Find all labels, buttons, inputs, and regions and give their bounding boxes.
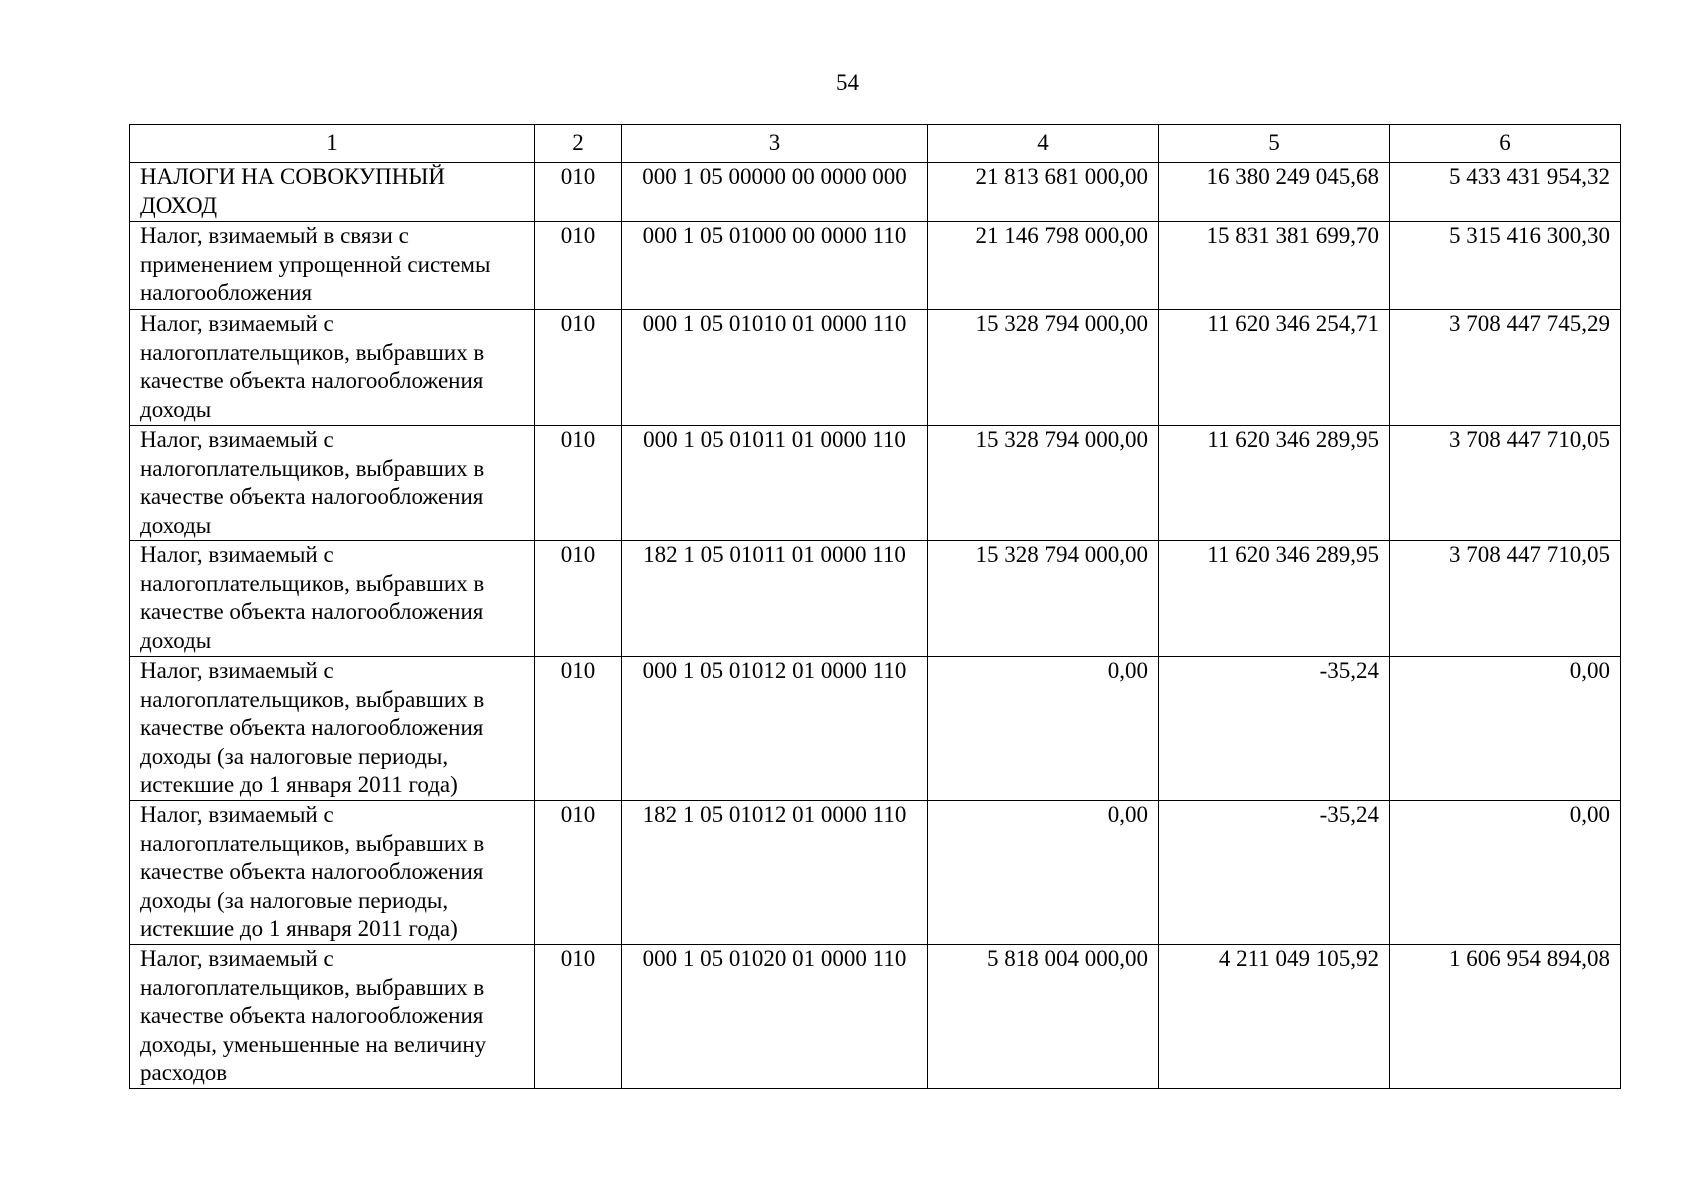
row-budget-code: 182 1 05 01011 01 0000 110 [622, 541, 928, 657]
table-row [130, 541, 1621, 657]
row-name: Налог, взимаемый с налогоплательщиков, выбравших в качестве объекта налогообложения доходы (за налоговые периоды, истекшие до 1 января 2011 года) [130, 801, 535, 945]
row-name: Налог, взимаемый с налогоплательщиков, выбравших в качестве объекта налогообложения доходы [130, 310, 535, 426]
row-name: Налог, взимаемый с налогоплательщиков, выбравших в качестве объекта налогообложения доходы (за налоговые периоды, истекшие до 1 января 2011 года) [130, 657, 535, 801]
table-row [130, 657, 1621, 801]
row-line-code: 010 [535, 163, 622, 222]
row-budget-code: 000 1 05 01020 01 0000 110 [622, 945, 928, 1089]
row-budget-code: 000 1 05 01000 00 0000 110 [622, 222, 928, 310]
row-line-code: 010 [535, 310, 622, 426]
revenue-table [129, 124, 1621, 1089]
row-col6-value: 3 708 447 710,05 [1390, 541, 1621, 657]
row-col4-value: 21 146 798 000,00 [928, 222, 1159, 310]
table-body [130, 163, 1621, 1089]
table-row [130, 945, 1621, 1089]
table-row [130, 310, 1621, 426]
row-col5-value: 11 620 346 289,95 [1159, 426, 1390, 541]
column-header: 1 [130, 125, 535, 163]
column-header: 4 [928, 125, 1159, 163]
row-col4-value: 15 328 794 000,00 [928, 426, 1159, 541]
row-name: Налог, взимаемый с налогоплательщиков, выбравших в качестве объекта налогообложения доходы, уменьшенные на величину расходов [130, 945, 535, 1089]
page-number: 54 [836, 70, 859, 95]
column-header: 5 [1159, 125, 1390, 163]
row-col5-value: -35,24 [1159, 657, 1390, 801]
row-budget-code: 000 1 05 01011 01 0000 110 [622, 426, 928, 541]
table-row [130, 163, 1621, 222]
row-col6-value: 5 433 431 954,32 [1390, 163, 1621, 222]
table-header [130, 125, 1621, 163]
row-col6-value: 5 315 416 300,30 [1390, 222, 1621, 310]
row-col4-value: 21 813 681 000,00 [928, 163, 1159, 222]
row-budget-code: 182 1 05 01012 01 0000 110 [622, 801, 928, 945]
row-line-code: 010 [535, 222, 622, 310]
row-col5-value: 16 380 249 045,68 [1159, 163, 1390, 222]
row-col4-value: 0,00 [928, 801, 1159, 945]
row-line-code: 010 [535, 426, 622, 541]
row-col5-value: 4 211 049 105,92 [1159, 945, 1390, 1089]
table-row [130, 426, 1621, 541]
table-row [130, 222, 1621, 310]
row-name: НАЛОГИ НА СОВОКУПНЫЙ ДОХОД [130, 163, 535, 222]
row-budget-code: 000 1 05 01010 01 0000 110 [622, 310, 928, 426]
row-budget-code: 000 1 05 01012 01 0000 110 [622, 657, 928, 801]
row-col5-value: 11 620 346 289,95 [1159, 541, 1390, 657]
row-col4-value: 15 328 794 000,00 [928, 310, 1159, 426]
row-budget-code: 000 1 05 00000 00 0000 000 [622, 163, 928, 222]
row-col4-value: 0,00 [928, 657, 1159, 801]
row-col6-value: 3 708 447 710,05 [1390, 426, 1621, 541]
row-line-code: 010 [535, 945, 622, 1089]
row-col6-value: 3 708 447 745,29 [1390, 310, 1621, 426]
row-line-code: 010 [535, 801, 622, 945]
row-col5-value: 11 620 346 254,71 [1159, 310, 1390, 426]
row-col6-value: 0,00 [1390, 801, 1621, 945]
header-row [130, 125, 1621, 163]
column-header: 2 [535, 125, 622, 163]
row-col6-value: 0,00 [1390, 657, 1621, 801]
column-header: 6 [1390, 125, 1621, 163]
row-col6-value: 1 606 954 894,08 [1390, 945, 1621, 1089]
column-header: 3 [622, 125, 928, 163]
row-line-code: 010 [535, 541, 622, 657]
row-col4-value: 15 328 794 000,00 [928, 541, 1159, 657]
row-line-code: 010 [535, 657, 622, 801]
row-col5-value: -35,24 [1159, 801, 1390, 945]
row-name: Налог, взимаемый в связи с применением упрощенной системы налогообложения [130, 222, 535, 310]
table-row [130, 801, 1621, 945]
row-col5-value: 15 831 381 699,70 [1159, 222, 1390, 310]
row-name: Налог, взимаемый с налогоплательщиков, выбравших в качестве объекта налогообложения доходы [130, 541, 535, 657]
row-col4-value: 5 818 004 000,00 [928, 945, 1159, 1089]
row-name: Налог, взимаемый с налогоплательщиков, выбравших в качестве объекта налогообложения доходы [130, 426, 535, 541]
